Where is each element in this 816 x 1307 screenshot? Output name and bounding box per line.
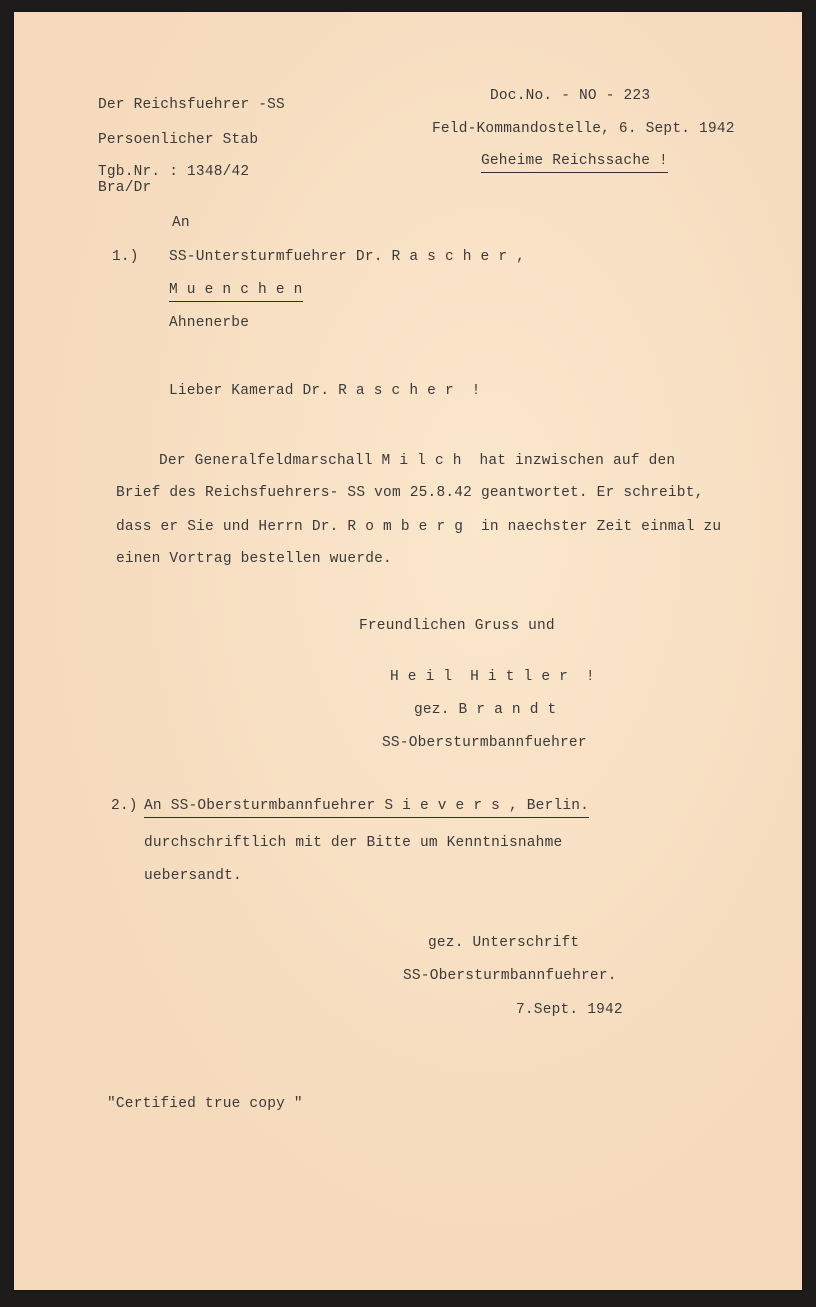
recipient-city: M u e n c h e n [169,281,303,302]
signature-rank: SS-Obersturmbannfuehrer. [403,968,617,984]
body-line3: dass er Sie und Herrn Dr. R o m b e r g in naechster Zeit einmal zu [116,519,722,535]
body-line2: Brief des Reichsfuehrers- SS vom 25.8.42 geantwortet. Er schreibt, [116,485,704,501]
closing-greeting: Freundlichen Gruss und [359,618,555,634]
sender-line2: Persoenlicher Stab [98,132,259,148]
signature-date: 7.Sept. 1942 [516,1002,623,1018]
initials: Bra/Dr [98,180,152,196]
item-number-2: 2.) [111,798,138,814]
tgb-number: Tgb.Nr. : 1348/42 [98,164,250,180]
item-number-1: 1.) [112,249,139,265]
document-page [14,12,802,1290]
closing-signed: gez. B r a n d t [414,702,557,718]
closing-heil: H e i l H i t l e r ! [390,669,595,685]
document-number: Doc.No. - NO - 223 [490,88,651,104]
salutation: Lieber Kamerad Dr. R a s c h e r ! [169,383,481,399]
copy-line2: durchschriftlich mit der Bitte um Kenntnisnahme [144,835,563,851]
place-date: Feld-Kommandostelle, 6. Sept. 1942 [432,121,735,137]
sender-line1: Der Reichsfuehrer -SS [98,97,285,113]
body-line1: Der Generalfeldmarschall M i l c h hat inzwischen auf den [159,453,676,469]
certification-note: "Certified true copy " [107,1096,303,1112]
copy-line3: uebersandt. [144,868,242,884]
closing-rank: SS-Obersturmbannfuehrer [382,735,587,751]
recipient-an: An [172,215,190,231]
signature-signed: gez. Unterschrift [428,935,580,951]
body-line4: einen Vortrag bestellen wuerde. [116,551,392,567]
copy-recipient: An SS-Obersturmbannfuehrer S i e v e r s , Berlin. [144,797,589,818]
classification-stamp: Geheime Reichssache ! [481,152,668,173]
recipient-org: Ahnenerbe [169,315,250,331]
recipient-name: SS-Untersturmfuehrer Dr. R a s c h e r , [169,249,526,265]
